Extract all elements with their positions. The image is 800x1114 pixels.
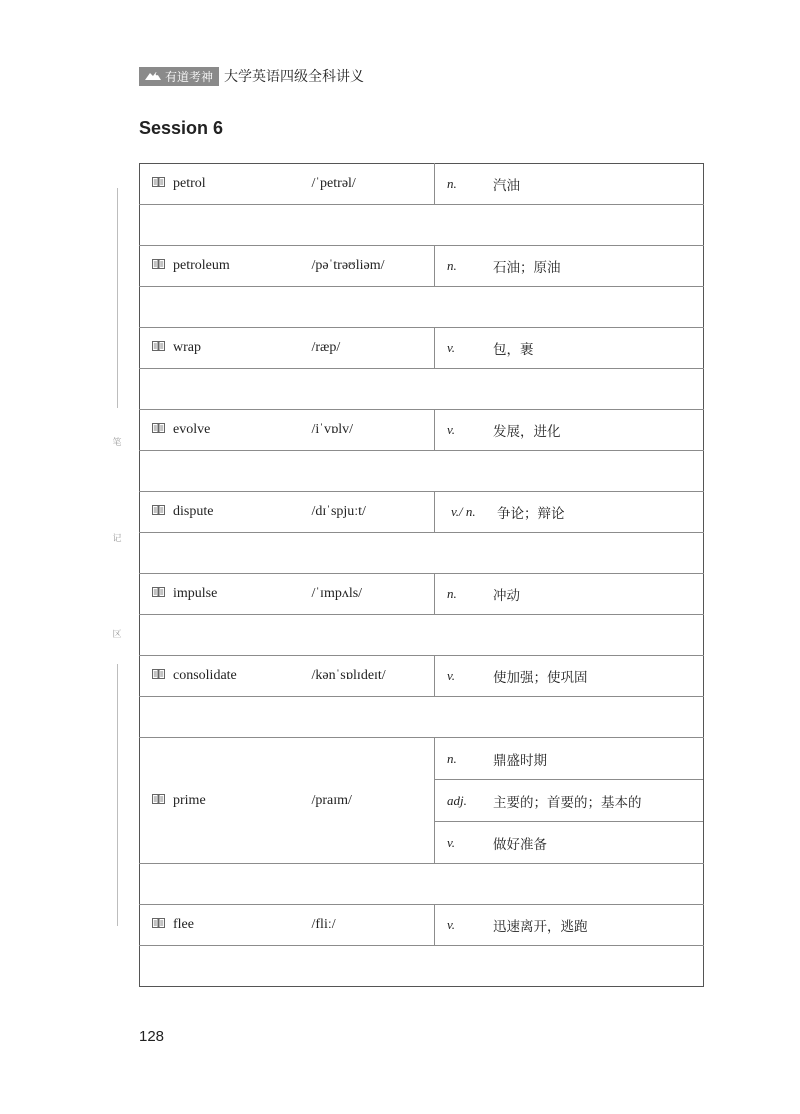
meaning: 使加强；使巩固 bbox=[493, 670, 588, 686]
word-cell bbox=[140, 410, 312, 451]
book-icon bbox=[152, 504, 165, 520]
word-cell bbox=[140, 574, 312, 615]
word-cell bbox=[140, 905, 312, 946]
word: prime bbox=[173, 792, 206, 808]
note-row[interactable] bbox=[140, 946, 704, 987]
part-of-speech: adj. bbox=[447, 792, 467, 808]
word: dispute bbox=[173, 504, 214, 519]
note-row[interactable] bbox=[140, 369, 704, 410]
vocab-row-petroleum bbox=[140, 246, 704, 287]
phonetic: /fliː/ bbox=[311, 917, 336, 932]
note-cell[interactable] bbox=[140, 533, 704, 574]
note-row[interactable] bbox=[140, 697, 704, 738]
vocabulary-table bbox=[139, 163, 704, 987]
brand-logo-icon bbox=[144, 70, 162, 82]
book-icon bbox=[152, 176, 165, 192]
meaning: 做好准备 bbox=[493, 836, 547, 853]
part-of-speech: n. bbox=[447, 750, 457, 766]
meaning: 迅速离开，逃跑 bbox=[493, 919, 588, 935]
word-cell bbox=[140, 164, 312, 205]
vocab-row-dispute bbox=[140, 492, 704, 533]
meaning: 争论；辩论 bbox=[497, 506, 565, 522]
definition-subrow bbox=[435, 738, 703, 779]
meaning: 汽油 bbox=[493, 178, 520, 194]
book-icon bbox=[152, 258, 165, 274]
definition-cell bbox=[435, 410, 704, 451]
note-row[interactable] bbox=[140, 864, 704, 905]
vocab-row-impulse bbox=[140, 574, 704, 615]
definition-cell bbox=[435, 164, 704, 205]
note-row[interactable] bbox=[140, 205, 704, 246]
word: petroleum bbox=[173, 258, 230, 273]
part-of-speech: v. bbox=[447, 668, 456, 683]
word: consolidate bbox=[173, 668, 237, 683]
vocab-row-evolve bbox=[140, 410, 704, 451]
vocab-row-petrol bbox=[140, 164, 704, 205]
phonetic: /praɪm/ bbox=[311, 792, 352, 808]
note-cell[interactable] bbox=[140, 946, 704, 987]
phonetic-cell bbox=[312, 574, 435, 615]
word: flee bbox=[173, 917, 194, 932]
definition-cell bbox=[435, 246, 704, 287]
part-of-speech: n. bbox=[447, 258, 457, 273]
page-header bbox=[139, 66, 364, 86]
phonetic-cell bbox=[312, 492, 435, 533]
note-cell[interactable] bbox=[140, 864, 704, 905]
brand-badge bbox=[139, 67, 219, 86]
part-of-speech: v. bbox=[447, 340, 456, 355]
word: wrap bbox=[173, 340, 201, 355]
vocab-row-consolidate bbox=[140, 656, 704, 697]
vocab-row-wrap bbox=[140, 328, 704, 369]
notes-margin-char-2: 记 bbox=[112, 534, 122, 544]
meaning: 包，裹 bbox=[493, 342, 534, 358]
book-icon bbox=[152, 586, 165, 602]
phonetic-cell bbox=[312, 905, 435, 946]
phonetic: /ˈpetrəl/ bbox=[311, 176, 356, 191]
note-row[interactable] bbox=[140, 615, 704, 656]
phonetic: /pəˈtrəʊliəm/ bbox=[311, 258, 385, 273]
part-of-speech: n. bbox=[447, 586, 457, 601]
note-cell[interactable] bbox=[140, 369, 704, 410]
phonetic: /ˈɪmpʌls/ bbox=[311, 586, 363, 601]
phonetic-cell bbox=[312, 656, 435, 697]
phonetic-cell bbox=[312, 738, 435, 864]
note-cell[interactable] bbox=[140, 451, 704, 492]
definition-cell bbox=[435, 905, 704, 946]
note-cell[interactable] bbox=[140, 615, 704, 656]
book-icon bbox=[152, 668, 165, 684]
note-row[interactable] bbox=[140, 533, 704, 574]
definition-subrow bbox=[435, 821, 703, 863]
session-title: Session 6 bbox=[139, 118, 224, 138]
phonetic-cell bbox=[312, 328, 435, 369]
phonetic-cell bbox=[312, 164, 435, 205]
note-cell[interactable] bbox=[140, 205, 704, 246]
brand-name: 有道考神 bbox=[165, 69, 214, 84]
notes-margin-line-bottom bbox=[117, 664, 118, 926]
part-of-speech: v. bbox=[447, 422, 456, 437]
word-cell bbox=[140, 656, 312, 697]
definition-cell bbox=[435, 328, 704, 369]
book-icon bbox=[152, 422, 165, 438]
notes-margin-char-3: 区 bbox=[112, 630, 122, 640]
word-cell bbox=[140, 738, 312, 864]
phonetic: /iˈvɒlv/ bbox=[311, 422, 354, 437]
phonetic: /dɪˈspjuːt/ bbox=[311, 504, 366, 519]
vocab-row-flee bbox=[140, 905, 704, 946]
vocab-row-prime bbox=[140, 738, 704, 864]
definition-cell bbox=[435, 738, 704, 864]
definition-subrow bbox=[435, 779, 703, 821]
word: petrol bbox=[173, 176, 206, 191]
part-of-speech: n. bbox=[447, 176, 457, 191]
part-of-speech: v. bbox=[447, 834, 456, 850]
course-title: 大学英语四级全科讲义 bbox=[224, 69, 365, 85]
book-icon bbox=[152, 793, 165, 809]
word-cell bbox=[140, 328, 312, 369]
definition-cell bbox=[435, 574, 704, 615]
meaning: 主要的；首要的；基本的 bbox=[493, 794, 642, 811]
definition-cell bbox=[435, 492, 704, 533]
meaning: 发展，进化 bbox=[493, 424, 561, 440]
phonetic: /ræp/ bbox=[311, 340, 341, 355]
note-row[interactable] bbox=[140, 287, 704, 328]
part-of-speech: v. bbox=[447, 917, 456, 932]
part-of-speech: v./ n. bbox=[451, 504, 476, 519]
note-row[interactable] bbox=[140, 451, 704, 492]
phonetic: /kənˈsɒlɪdeɪt/ bbox=[311, 668, 386, 683]
page-number: 128 bbox=[139, 1028, 165, 1045]
word: impulse bbox=[173, 586, 218, 601]
note-cell[interactable] bbox=[140, 287, 704, 328]
word-cell bbox=[140, 246, 312, 287]
notes-margin-line-top bbox=[117, 188, 118, 408]
meaning: 石油；原油 bbox=[493, 260, 561, 276]
phonetic-cell bbox=[312, 246, 435, 287]
note-cell[interactable] bbox=[140, 697, 704, 738]
word-cell bbox=[140, 492, 312, 533]
word: evolve bbox=[173, 422, 211, 437]
book-icon bbox=[152, 917, 165, 933]
definition-cell bbox=[435, 656, 704, 697]
notes-margin-char-1: 笔 bbox=[112, 438, 122, 448]
phonetic-cell bbox=[312, 410, 435, 451]
meaning: 鼎盛时期 bbox=[493, 752, 547, 769]
meaning: 冲动 bbox=[493, 588, 520, 604]
book-icon bbox=[152, 340, 165, 356]
